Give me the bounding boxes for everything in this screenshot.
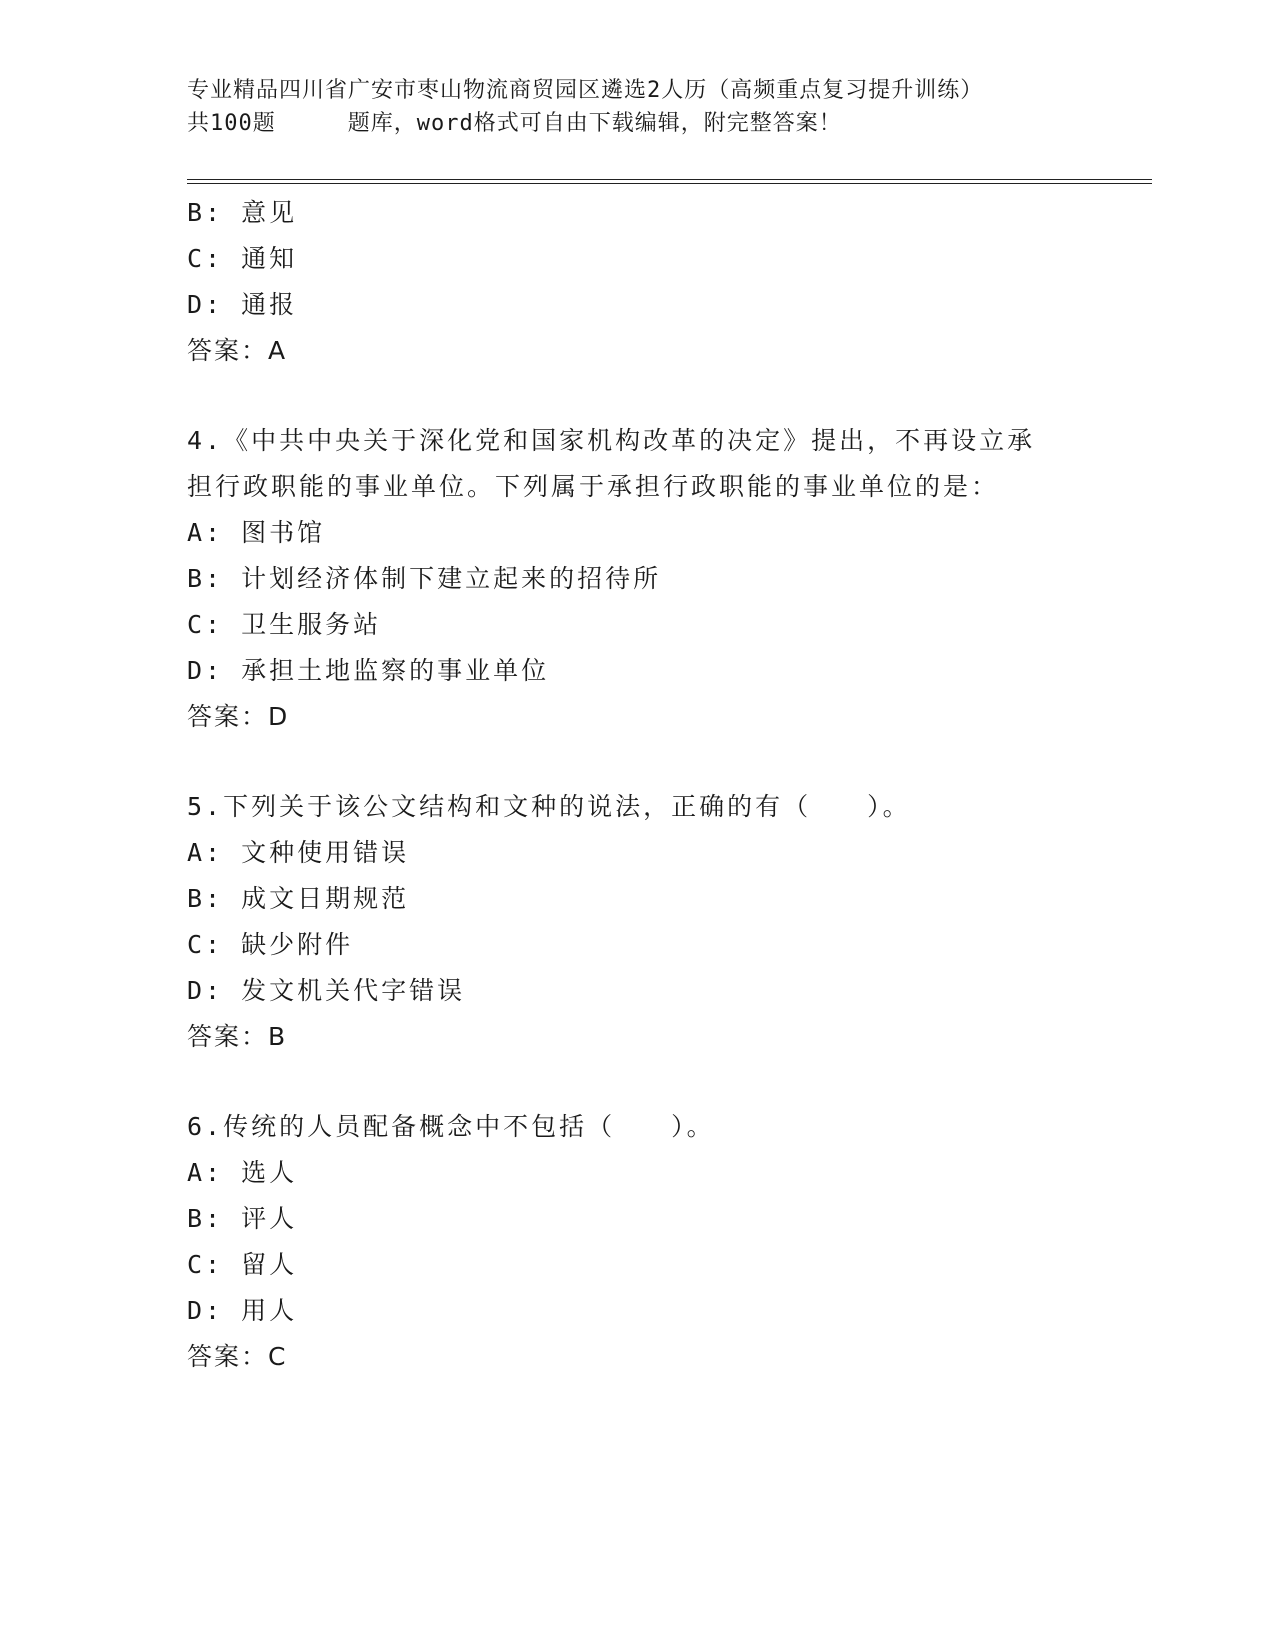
option-b: B: 计划经济体制下建立起来的招待所 — [187, 564, 662, 593]
question-5 — [187, 784, 1107, 1060]
question-6 — [187, 1104, 1107, 1380]
answer-line: 答案：A — [187, 336, 288, 365]
question-stem-line: 担行政职能的事业单位。下列属于承担行政职能的事业单位的是： — [187, 472, 1000, 501]
header-question-count: 共100题 — [187, 111, 276, 136]
question-4 — [187, 418, 1107, 740]
option-c: C: 通知 — [187, 244, 298, 273]
option-d: D: 承担土地监察的事业单位 — [187, 656, 550, 685]
option-d: D: 通报 — [187, 290, 298, 319]
answer-line: 答案：D — [187, 702, 290, 731]
option-a: A: 文种使用错误 — [187, 838, 410, 867]
option-c: C: 卫生服务站 — [187, 610, 382, 639]
option-b: B: 意见 — [187, 198, 298, 227]
option-c: C: 缺少附件 — [187, 930, 354, 959]
header-description: 题库，word格式可自由下载编辑，附完整答案！ — [347, 111, 842, 136]
question-list — [187, 190, 1107, 1380]
answer-line: 答案：C — [187, 1342, 288, 1371]
option-b: B: 评人 — [187, 1204, 298, 1233]
option-a: A: 选人 — [187, 1158, 298, 1187]
header-title-line: 专业精品四川省广安市枣山物流商贸园区遴选2人历（高频重点复习提升训练） — [187, 78, 984, 103]
header-divider-top — [187, 179, 1152, 180]
option-b: B: 成文日期规范 — [187, 884, 410, 913]
option-d: D: 用人 — [187, 1296, 298, 1325]
question-stem-line: 4.《中共中央关于深化党和国家机构改革的决定》提出，不再设立承 — [187, 426, 1036, 455]
answer-line: 答案：B — [187, 1022, 288, 1051]
option-a: A: 图书馆 — [187, 518, 326, 547]
option-d: D: 发文机关代字错误 — [187, 976, 466, 1005]
question-stem-line: 6.传统的人员配备概念中不包括（ ）。 — [187, 1112, 715, 1141]
document-header — [187, 74, 1087, 140]
header-divider-bottom — [187, 183, 1152, 184]
option-c: C: 留人 — [187, 1250, 298, 1279]
question-3-continued — [187, 190, 1107, 374]
question-stem-line: 5.下列关于该公文结构和文种的说法，正确的有（ ）。 — [187, 792, 911, 821]
header-subtitle-line — [187, 107, 1087, 140]
